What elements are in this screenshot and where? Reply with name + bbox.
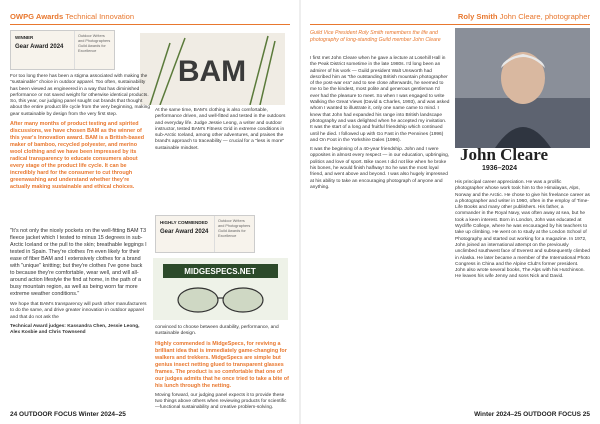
left-header (10, 12, 134, 21)
winner-award-badge (10, 30, 115, 70)
left-column-2 (155, 108, 290, 152)
right-column-1 (310, 56, 450, 194)
award2-label: HIGHLY COMMENDED (160, 220, 208, 225)
award2-title: Gear Award 2024 (160, 229, 209, 235)
right-col1-para1: I first met John Cleare when he gave a lecture at Losehill Hall in the Peak District sometime in the late 1980s. I'd long been an admirer of his work — Guild president Walt Unsworth had described him as "the outstanding British mountain photographer of the post-war era" and to see close afterwards, he seemed to me to be the kindest, most polite and generous gentleman I'd ever had the pleasure to meet. So when I was engaged to write Walking the Great Views (David & Charles, 1993), and was asked whom I wanted to illustrate it, only one name came to mind. I knew that John had expanded his range into British landscape photography and was delighted when he accepted my invitation. It was the start of a long and fruitful friendship which continued until he died. I followed up with Go Fast in the Pennines (1996) and On Foot in the Yorkshire Dales (1996). (310, 56, 450, 143)
bam-conclusion: We hope that BAM's transparency will push other manufacturers to do the same, and drive greater innovation in outdoor apparel and that do not ask the (10, 302, 147, 320)
left-column-3 (10, 228, 148, 336)
intro-paragraph: For too long there has been a stigma associated with making the "sustainable" choice in outdoor apparel. Too often, sustainability has been viewed as engineered in a way that has diminished performance or not saved weight for otherwise identical products. So, this year, our judging panel sought out brands that thought about the entire product life cycle from the very beginning, making gear sustainable by design from the very first step. (10, 74, 150, 117)
right-column-2 (455, 180, 590, 284)
right-header (458, 12, 590, 21)
right-col1-para2: It was the beginning of a 40-year friendship. John and I were opposites in almost every respect — in our education, upbringing, politics and love of sport. Bike races I did not like when he broke his bones, he would finish halfway! So he was the most loyal friend, and went above and beyond. I was also hugely impressed at his ability to take an encouraging photograph of anyone and anything. (310, 147, 450, 190)
left-column-1 (10, 74, 150, 194)
article-dates: 1936–2024 (482, 165, 518, 172)
john-cleare-portrait (455, 28, 590, 148)
pull-quote-bam: After many months of product testing and spirited discussions, we have chosen BAM as the winner of this year's Innovation award. BAM is a British-based maker of bamboo, recycled polyester, and merino wool clothing and we have been impressed by its radical transparency to educate consumers about every stage of the product life cycle. It can be incredibly hard for the consumer to cut through greenwashing and understand whether they're actually making sustainable and ethical choices. (10, 121, 144, 191)
right-footer: Winter 2024–25 OUTDOOR FOCUS 25 (474, 411, 590, 418)
right-col2-para: His principal career appreciation. He was a prolific photographer whose work took him to the Himalayas, Alps, Norway and the Arctic. He chose to give his freelance career as a photographer and writer in 1960, often in the employ of Time-Life Books and many other publishers. His father, a commander in the Royal Navy, was often away at sea, but he took a keen interest. Born in London, John was educated at Wycliffe College, where he was encouraged by his teachers to take up climbing. He went on to study at the London School of Photography and started out working for a magazine. In 1972, John joined an international attempt on the previously unclimbed southwest face of Everest and subsequently climbed in Alaska. He later became a member of the International Photo Congress in China and the Alpine Club's former president. John also wrote several books, The Alps with his Hutchinson. He leaves his wife Jenny and sons Nick and David. (455, 180, 590, 280)
award2-org: Outdoor Writers and Photographers Guild Awards for Excellence (214, 216, 254, 252)
midgespecs-body: Moving forward, our judging panel expects it to provide these two things above others when reviewing products for scientific—functional sustainability and creative problem-solving. (155, 392, 287, 411)
left-column-4 (155, 325, 290, 411)
left-header-rule (10, 24, 290, 25)
article-intro: Guild Vice President Roly Smith remembers the life and photography of long-standing Guild member John Cleare (310, 30, 441, 43)
article-title: John Cleare (460, 145, 548, 164)
right-header-bold: Roly Smith (457, 12, 498, 21)
right-header-rest: John Cleare, photographer (499, 12, 590, 21)
award-title: Gear Award 2024 (15, 44, 64, 50)
midgespecs-intro: convinced to choose between durability, performance, and sustainable design. (155, 325, 279, 337)
award-org: Outdoor Writers and Photographers Guild Awards for Excellence (74, 31, 114, 69)
award-winner-label: WINNER (15, 35, 34, 40)
right-header-rule (310, 24, 590, 25)
bam-photo (140, 33, 285, 105)
left-header-sub: Technical Innovation (65, 12, 135, 21)
left-footer: 24 OUTDOOR FOCUS Winter 2024–25 (10, 411, 126, 418)
page-gutter (299, 0, 301, 424)
judge-quote: "It's not only the nicely pockets on the well-fitting BAM T3 fleece jacket which I tested to minus 15 degrees in sub-Arctic Iceland or the pull to the skin; breathable leggings I tested in Spain. They're clothes I'm even likely for their ease of fiber BAM and I extensively clothes for a brand with "unique" knitting; but they're clothes I've gone back to because they're comfortable, wear well, and will all-around action lifestyle the find at home, in the path of a busy mountain region, as well as being worn far more extreme weather conditions." (10, 228, 147, 297)
midgespecs-photo (153, 258, 288, 320)
pull-quote-midgespecs: Highly commended is MidgeSpecs, for reviving a brilliant idea that is immediately game-changing for walkers and trekkers. MidgeSpecs are simple but genius insect netting glued to transparent glasses frames. The product is so comfortable that one of our judges admits that he once tried to take a bite of his lunch through the netting. (155, 340, 289, 389)
bam-body-paragraph: At the same time, BAM's clothing is also comfortable, performance driven, and well-fitted and tested in the outdoors and everyday life. Judge Jessie Leong, a writer and outdoor instructor, tested BAM's Fitness Grid in extreme conditions in sub-Arctic Iceland, among other adventures, and praises the brand's approach to traceability — crucial for a "less is more" sustainable mindset. (155, 108, 286, 151)
judges-credit: Technical Award judges: Kassandra Chen, Jessie Leong, Alex Kosbie and Chris Townsend (10, 323, 140, 336)
bam-logo-text: BAM (177, 55, 247, 88)
highly-commended-badge (155, 215, 255, 253)
left-header-bold: OWPG Awards (10, 12, 64, 21)
midgespecs-logo-text: MIDGESPECS.NET (184, 267, 256, 276)
